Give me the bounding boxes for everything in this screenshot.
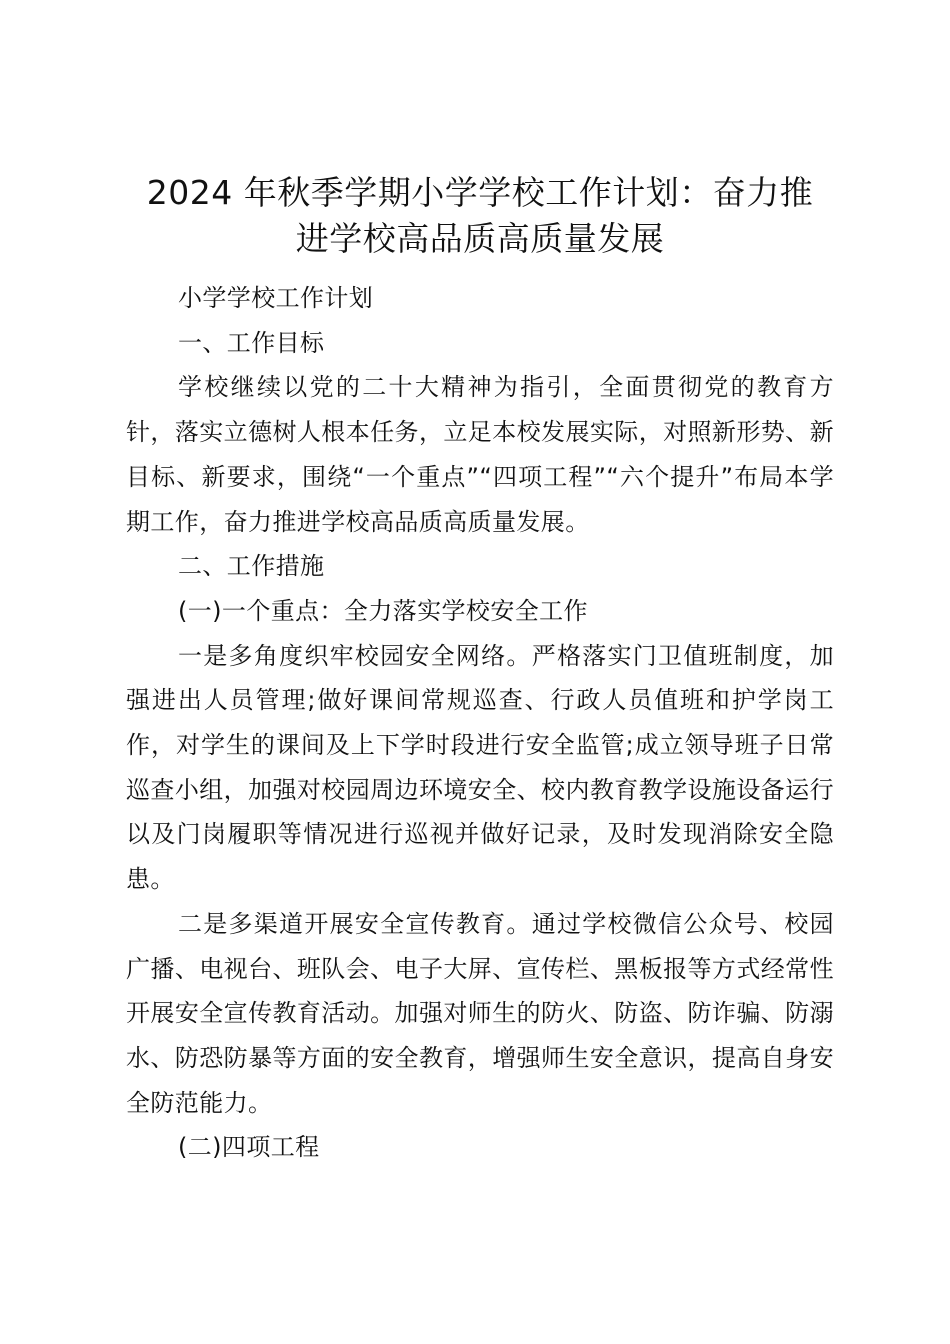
title-spacing bbox=[126, 262, 834, 276]
subsection-heading-four-projects: (二)四项工程 bbox=[178, 1133, 320, 1162]
section-heading-goals: 一、工作目标 bbox=[178, 328, 325, 357]
paragraph-goals: 学校继续以党的二十大精神为指引，全面贯彻党的教育方针，落实立德树人根本任务，立足本校发展实际，对照新形势、新目标、新要求，围绕“一个重点”“四项工程”“六个提升”布局本学期工作，奋力推进学校高品质高质量发展。 bbox=[126, 373, 834, 536]
document-title bbox=[112, 170, 848, 262]
paragraph-safety-network: 一是多角度织牢校园安全网络。严格落实门卫值班制度，加强进出人员管理;做好课间常规巡查、行政人员值班和护学岗工作，对学生的课间及上下学时段进行安全监管;成立领导班子日常巡查小组，加强对校园周边环境安全、校内教育教学设施设备运行以及门岗履职等情况进行巡视并做好记录，及时发现消除安全隐患。 bbox=[126, 641, 834, 894]
paragraph-safety-education: 二是多渠道开展安全宣传教育。通过学校微信公众号、校园广播、电视台、班队会、电子大屏、宣传栏、黑板报等方式经常性开展安全宣传教育活动。加强对师生的防火、防盗、防诈骗、防溺水、防恐防暴等方面的安全教育，增强师生安全意识，提高自身安全防范能力。 bbox=[126, 909, 834, 1117]
title-line-1: 2024 年秋季学期小学学校工作计划：奋力推 bbox=[146, 173, 814, 212]
title-line-2: 进学校高品质高质量发展 bbox=[295, 219, 665, 258]
paragraph-subtitle: 小学学校工作计划 bbox=[178, 284, 374, 312]
section-heading-measures: 二、工作措施 bbox=[178, 552, 325, 581]
document-page bbox=[126, 170, 834, 1170]
subsection-heading-one-focus: (一)一个重点：全力落实学校安全工作 bbox=[178, 596, 588, 625]
